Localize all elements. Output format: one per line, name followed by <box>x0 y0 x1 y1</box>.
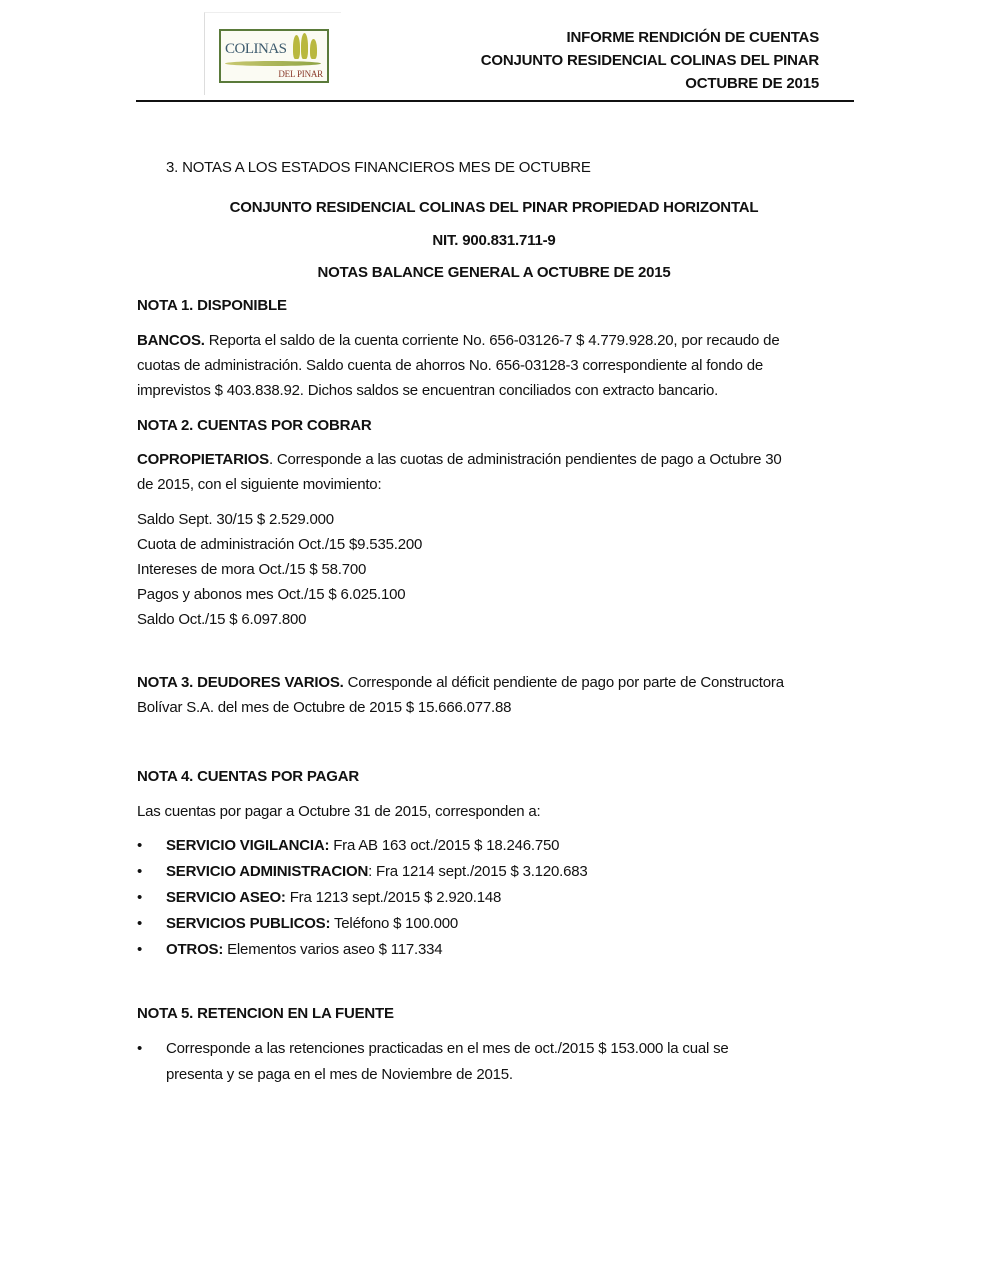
notes-title: NOTAS BALANCE GENERAL A OCTUBRE DE 2015 <box>317 264 671 281</box>
line: cuotas de administración. Saldo cuenta de ahorros No. 656-03128-3 correspondiente al fondo de <box>137 357 763 374</box>
header-line: OCTUBRE DE 2015 <box>685 75 819 92</box>
line: . Corresponde a las cuotas de administración pendientes de pago a Octubre 30 <box>268 451 782 468</box>
line: Corresponde al déficit pendiente de pago por parte de Constructora <box>343 674 784 691</box>
movement: Pagos y abonos mes Oct./15 $ 6.025.100 <box>137 586 406 603</box>
header-line: CONJUNTO RESIDENCIAL COLINAS DEL PINAR <box>480 52 819 69</box>
nota1-heading: NOTA 1. DISPONIBLE <box>137 297 287 314</box>
nota4-heading: NOTA 4. CUENTAS POR PAGAR <box>137 768 359 785</box>
header-divider <box>136 100 854 102</box>
item-text: : Fra 1214 sept./2015 $ 3.120.683 <box>368 863 588 880</box>
line: Reporta el saldo de la cuenta corriente No. 656-03126-7 $ 4.779.928.20, por recaudo de <box>204 332 780 349</box>
nota5-list <box>137 1036 857 1088</box>
line: • Corresponde a las retenciones practicadas en el mes de oct./2015 $ 153.000 la cual se <box>166 1040 729 1057</box>
item-label: SERVICIOS PUBLICOS: <box>166 915 331 932</box>
list-item <box>137 885 857 911</box>
line: Bolívar S.A. del mes de Octubre de 2015 $ 15.666.077.88 <box>137 699 512 716</box>
item-text: Fra 1213 sept./2015 $ 2.920.148 <box>285 889 502 906</box>
logo <box>204 12 341 95</box>
list-item <box>137 937 857 963</box>
nota2-paragraph <box>137 447 857 497</box>
item-text: Teléfono $ 100.000 <box>330 915 459 932</box>
line: presenta y se paga en el mes de Noviembre de 2015. <box>166 1066 513 1083</box>
line: de 2015, con el siguiente movimiento: <box>137 476 382 493</box>
item-text: Elementos varios aseo $ 117.334 <box>223 941 443 958</box>
movement: Saldo Oct./15 $ 6.097.800 <box>137 611 307 628</box>
nota3-paragraph <box>137 670 857 720</box>
item-label: OTROS: <box>166 941 224 958</box>
item-label: SERVICIO ASEO: <box>166 889 286 906</box>
item-label: SERVICIO ADMINISTRACION <box>166 863 369 880</box>
nota2-heading: NOTA 2. CUENTAS POR COBRAR <box>137 417 372 434</box>
nota2-movements <box>137 507 857 632</box>
section-title: 3. NOTAS A LOS ESTADOS FINANCIEROS MES DE OCTUBRE <box>166 159 591 176</box>
nota5-heading: NOTA 5. RETENCION EN LA FUENTE <box>137 1005 394 1022</box>
list-item <box>137 1036 857 1088</box>
item-label: SERVICIO VIGILANCIA: <box>166 837 330 854</box>
list-item <box>137 833 857 859</box>
list-item <box>137 911 857 937</box>
header-title <box>481 26 819 95</box>
nota1-paragraph <box>137 328 857 403</box>
logo-subtext: DEL PINAR <box>278 69 323 79</box>
logo-text: COLINAS <box>225 41 287 57</box>
line: imprevistos $ 403.838.92. Dichos saldos se encuentran conciliados con extracto bancario. <box>137 382 719 399</box>
nota4-list <box>137 833 857 963</box>
movement: Intereses de mora Oct./15 $ 58.700 <box>137 561 367 578</box>
list-item <box>137 859 857 885</box>
header-line: INFORME RENDICIÓN DE CUENTAS <box>566 29 819 46</box>
movement: Cuota de administración Oct./15 $9.535.200 <box>137 536 423 553</box>
label: COPROPIETARIOS <box>137 451 269 468</box>
nit: NIT. 900.831.711-9 <box>432 232 556 249</box>
movement: Saldo Sept. 30/15 $ 2.529.000 <box>137 511 334 528</box>
nota4-intro: Las cuentas por pagar a Octubre 31 de 2015, corresponden a: <box>137 803 541 820</box>
item-text: Fra AB 163 oct./2015 $ 18.246.750 <box>329 837 560 854</box>
label: NOTA 3. DEUDORES VARIOS. <box>137 674 344 691</box>
company-title: CONJUNTO RESIDENCIAL COLINAS DEL PINAR PROPIEDAD HORIZONTAL <box>229 199 759 216</box>
label: BANCOS. <box>137 332 205 349</box>
